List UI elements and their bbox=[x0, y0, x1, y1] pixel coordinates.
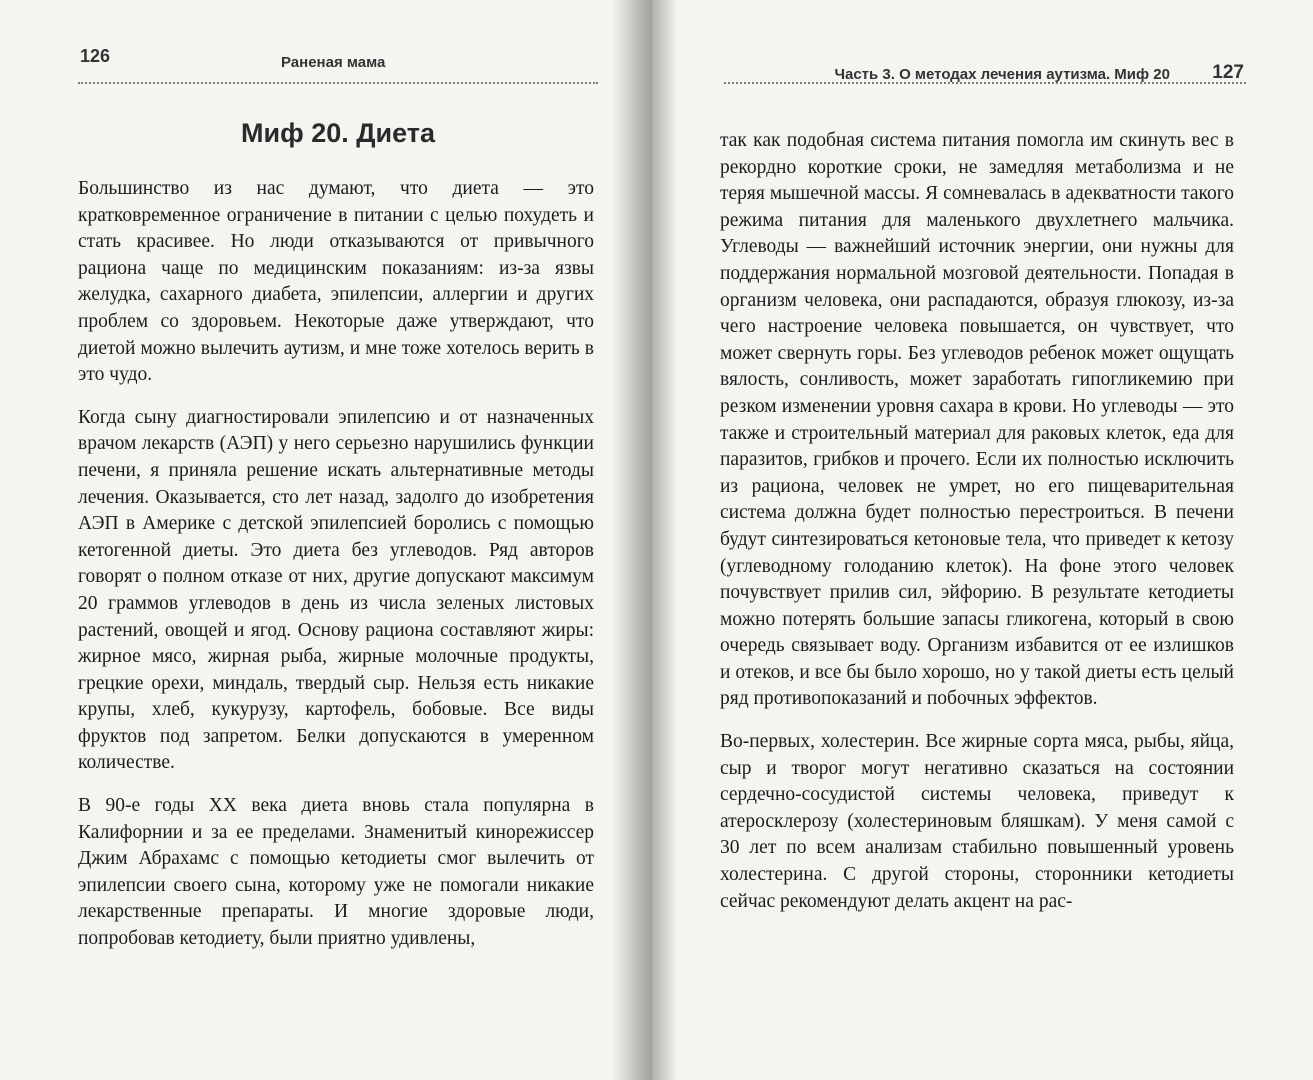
left-page bbox=[0, 0, 652, 1080]
right-page bbox=[652, 0, 1313, 1080]
left-body-text bbox=[78, 176, 594, 953]
header-divider bbox=[78, 82, 598, 84]
running-head: Раненая мама bbox=[281, 54, 386, 71]
page-number: 127 bbox=[1212, 62, 1244, 83]
right-body-text bbox=[720, 128, 1234, 915]
gutter-shadow bbox=[652, 0, 678, 1080]
paragraph: так как подобная система питания помогла им скинуть вес в рекордно короткие сроки, не замедляя метаболизма и не теряя мышечной массы. Я сомневалась в адекватности такого режима питания для маленького двухлетнего мальчика. Углеводы — важнейший источник энергии, они нужны для поддержания нормальной мозговой деятельности. Попадая в организм человека, они распадаются, образуя глюкозу, из-за чего настроение человека повышается, он чувствует, что может свернуть горы. Без углеводов ребенок может ощущать вялость, сонливость, может заработать гипогликемию при резком изменении уровня сахара в крови. Но углеводы — это также и строительный материал для раковых клеток, еда для паразитов, грибков и прочего. Если их полностью исключить из рациона, человек не умрет, но его пищеварительная система должна будет полностью перестроиться. В печени будут синтезироваться кетоновые тела, что приведет к кетозу (углеводному голоданию клеток). На фоне этого человек почувствует прилив сил, эйфорию. В результате кетодиеты можно потерять большие запасы гликогена, который в свою очередь связывает воду. Организм избавится от ее излишков и отеков, и все бы было хорошо, но у такой диеты есть целый ряд противопоказаний и побочных эффектов. bbox=[720, 130, 1234, 710]
paragraph: Большинство из нас думают, что диета — это кратковременное ограничение в питании с целью похудеть и стать красивее. Но люди отказываются от привычного рациона чаще по медицинским показаниям: из-за язвы желудка, сахарного диабета, эпилепсии, аллергии и других проблем со здоровьем. Некоторые даже утверждают, что диетой можно вылечить аутизм, и мне тоже хотелось верить в это чудо. bbox=[78, 178, 594, 386]
page-number: 126 bbox=[80, 46, 111, 66]
paragraph: Во-первых, холестерин. Все жирные сорта мяса, рыбы, яйца, сыр и творог могут негативно сказаться на состоянии сердечно-сосудистой системы человека, приведут к атеросклерозу (холестериновым бляшкам). У меня самой с 30 лет по всем анализам стабильно повышенный уровень холестерина. С другой стороны, сторонники кетодиеты сейчас рекомендуют делать акцент на рас- bbox=[720, 731, 1234, 912]
paragraph: Когда сыну диагностировали эпилепсию и от назначенных врачом лекарств (АЭП) у него серьезно нарушились функции печени, я приняла решение искать альтернативные методы лечения. Оказывается, сто лет назад, задолго до изобретения АЭП в Америке с детской эпилепсией боролись с помощью кетогенной диеты. Это диета без углеводов. Ряд авторов говорят о полном отказе от них, другие допускают максимум 20 граммов углеводов в день из числа зеленых листовых растений, овощей и ягод. Основу рациона составляют жиры: жирное мясо, жирная рыба, жирные молочные продукты, грецкие орехи, миндаль, твердый сыр. Нельзя есть никакие крупы, хлеб, кукурузу, картофель, бобовые. Все виды фруктов под запретом. Белки допускаются в умеренном количестве. bbox=[78, 406, 594, 774]
paragraph: В 90-е годы XX века диета вновь стала популярна в Калифорнии и за ее пределами. Знаменитый кинорежиссер Джим Абрахамс с помощью кетодиеты смог вылечить от эпилепсии своего сына, которому уже не помогали никакие лекарственные препараты. И многие здоровые люди, попробовав кетодиету, были приятно удивлены, bbox=[78, 795, 594, 950]
left-page-header bbox=[78, 44, 598, 84]
header-divider bbox=[724, 82, 1246, 84]
gutter-shadow bbox=[612, 0, 652, 1080]
chapter-title: Миф 20. Диета bbox=[241, 118, 435, 148]
running-head: Часть 3. О методах лечения аутизма. Миф 20 bbox=[834, 66, 1170, 83]
right-page-header bbox=[724, 44, 1246, 84]
